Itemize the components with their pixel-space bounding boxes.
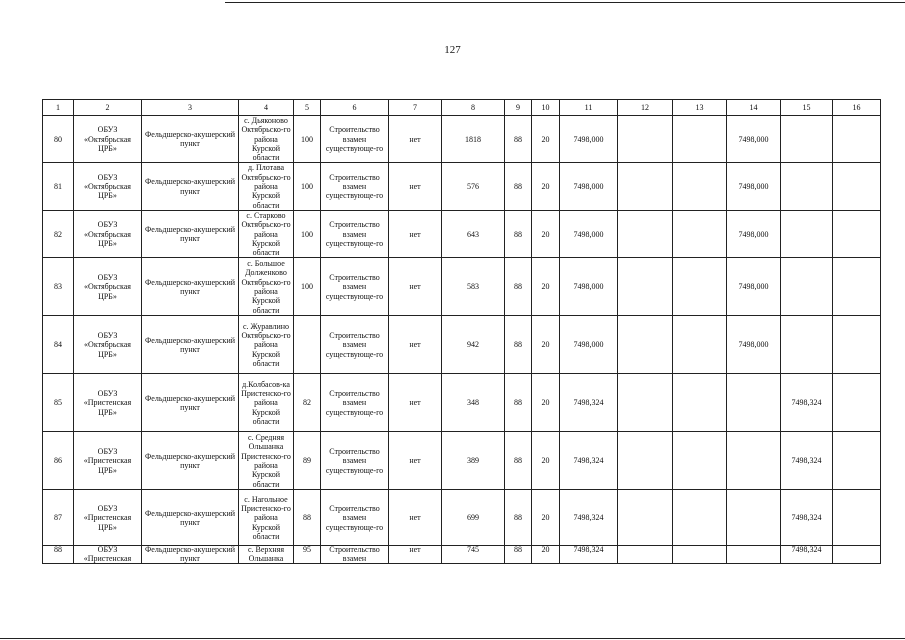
row-number: 81 xyxy=(43,163,74,210)
col12-cell xyxy=(618,432,673,490)
col10-cell: 20 xyxy=(532,374,560,432)
col14-cell xyxy=(727,546,781,564)
col12-cell xyxy=(618,210,673,257)
page-number: 127 xyxy=(444,44,461,56)
col9-cell: 88 xyxy=(505,490,532,546)
location-cell: д.Колбасов-ка Пристенско-го района Курской области xyxy=(239,374,294,432)
row-number: 83 xyxy=(43,258,74,316)
header-cell: 10 xyxy=(532,100,560,116)
col9-cell: 88 xyxy=(505,546,532,564)
col8-cell: 576 xyxy=(442,163,505,210)
location-cell: с. Старково Октябрьско-го района Курской области xyxy=(239,210,294,257)
table-row xyxy=(43,546,881,564)
top-border-line xyxy=(225,2,905,3)
col13-cell xyxy=(673,546,727,564)
col7-cell: нет xyxy=(389,490,442,546)
row-number: 85 xyxy=(43,374,74,432)
col13-cell xyxy=(673,316,727,374)
facility-type-cell: Фельдшерско-акушерский пункт xyxy=(142,432,239,490)
location-cell: с. Большое Долженково Октябрьско-го района Курской области xyxy=(239,258,294,316)
col8-cell: 348 xyxy=(442,374,505,432)
header-cell: 1 xyxy=(43,100,74,116)
col16-cell xyxy=(833,316,881,374)
header-cell: 13 xyxy=(673,100,727,116)
col8-cell: 699 xyxy=(442,490,505,546)
location-cell: с. Верхняя Ольшанка xyxy=(239,546,294,564)
institution-cell: ОБУЗ «Октябрьская ЦРБ» xyxy=(74,163,142,210)
facility-type-cell: Фельдшерско-акушерский пункт xyxy=(142,374,239,432)
col7-cell: нет xyxy=(389,432,442,490)
col13-cell xyxy=(673,490,727,546)
col10-cell: 20 xyxy=(532,432,560,490)
col15-cell xyxy=(781,116,833,163)
col15-cell xyxy=(781,258,833,316)
col7-cell: нет xyxy=(389,546,442,564)
institution-cell: ОБУЗ «Октябрьская ЦРБ» xyxy=(74,258,142,316)
col9-cell: 88 xyxy=(505,116,532,163)
col7-cell: нет xyxy=(389,258,442,316)
table-row xyxy=(43,210,881,257)
col16-cell xyxy=(833,210,881,257)
col11-cell: 7498,324 xyxy=(560,432,618,490)
col9-cell: 88 xyxy=(505,316,532,374)
col5-cell: 100 xyxy=(294,258,321,316)
col13-cell xyxy=(673,116,727,163)
col7-cell: нет xyxy=(389,316,442,374)
col9-cell: 88 xyxy=(505,258,532,316)
col16-cell xyxy=(833,116,881,163)
col15-cell xyxy=(781,163,833,210)
row-number: 82 xyxy=(43,210,74,257)
col5-cell xyxy=(294,316,321,374)
facility-type-cell: Фельдшерско-акушерский пункт xyxy=(142,316,239,374)
header-row xyxy=(43,100,881,116)
col14-cell: 7498,000 xyxy=(727,258,781,316)
col14-cell xyxy=(727,490,781,546)
col7-cell: нет xyxy=(389,116,442,163)
col16-cell xyxy=(833,546,881,564)
col14-cell: 7498,000 xyxy=(727,316,781,374)
work-type-cell: Строительство взамен существующе-го xyxy=(321,116,389,163)
bottom-border-line xyxy=(0,638,905,639)
col12-cell xyxy=(618,316,673,374)
institution-cell: ОБУЗ «Пристенская xyxy=(74,546,142,564)
col11-cell: 7498,324 xyxy=(560,490,618,546)
header-cell: 4 xyxy=(239,100,294,116)
col15-cell xyxy=(781,316,833,374)
header-cell: 2 xyxy=(74,100,142,116)
work-type-cell: Строительство взамен существующе-го xyxy=(321,258,389,316)
header-cell: 12 xyxy=(618,100,673,116)
header-cell: 9 xyxy=(505,100,532,116)
col12-cell xyxy=(618,490,673,546)
institution-cell: ОБУЗ «Пристенская ЦРБ» xyxy=(74,490,142,546)
location-cell: с. Дьяконово Октябрьско-го района Курской области xyxy=(239,116,294,163)
col14-cell xyxy=(727,432,781,490)
col8-cell: 389 xyxy=(442,432,505,490)
header-cell: 15 xyxy=(781,100,833,116)
col11-cell: 7498,000 xyxy=(560,163,618,210)
header-cell: 8 xyxy=(442,100,505,116)
table-row xyxy=(43,432,881,490)
col5-cell: 82 xyxy=(294,374,321,432)
col11-cell: 7498,000 xyxy=(560,258,618,316)
col8-cell: 583 xyxy=(442,258,505,316)
facility-type-cell: Фельдшерско-акушерский пункт xyxy=(142,163,239,210)
col8-cell: 942 xyxy=(442,316,505,374)
col11-cell: 7498,324 xyxy=(560,374,618,432)
col16-cell xyxy=(833,374,881,432)
col16-cell xyxy=(833,258,881,316)
col10-cell: 20 xyxy=(532,116,560,163)
col7-cell: нет xyxy=(389,210,442,257)
col5-cell: 100 xyxy=(294,116,321,163)
work-type-cell: Строительство взамен существующе-го xyxy=(321,210,389,257)
col11-cell: 7498,000 xyxy=(560,210,618,257)
work-type-cell: Строительство взамен существующе-го xyxy=(321,316,389,374)
row-number: 80 xyxy=(43,116,74,163)
col12-cell xyxy=(618,546,673,564)
col8-cell: 1818 xyxy=(442,116,505,163)
col7-cell: нет xyxy=(389,163,442,210)
col8-cell: 745 xyxy=(442,546,505,564)
col10-cell: 20 xyxy=(532,163,560,210)
work-type-cell: Строительство взамен xyxy=(321,546,389,564)
col12-cell xyxy=(618,116,673,163)
col5-cell: 89 xyxy=(294,432,321,490)
col10-cell: 20 xyxy=(532,316,560,374)
col11-cell: 7498,324 xyxy=(560,546,618,564)
work-type-cell: Строительство взамен существующе-го xyxy=(321,490,389,546)
col12-cell xyxy=(618,374,673,432)
table-row xyxy=(43,374,881,432)
header-cell: 3 xyxy=(142,100,239,116)
col11-cell: 7498,000 xyxy=(560,116,618,163)
col9-cell: 88 xyxy=(505,432,532,490)
row-number: 86 xyxy=(43,432,74,490)
col16-cell xyxy=(833,163,881,210)
col16-cell xyxy=(833,432,881,490)
col13-cell xyxy=(673,374,727,432)
col15-cell: 7498,324 xyxy=(781,546,833,564)
facility-type-cell: Фельдшерско-акушерский пункт xyxy=(142,546,239,564)
location-cell: с. Нагольное Пристенско-го района Курской области xyxy=(239,490,294,546)
col15-cell: 7498,324 xyxy=(781,490,833,546)
register-table xyxy=(42,99,881,564)
col12-cell xyxy=(618,258,673,316)
col9-cell: 88 xyxy=(505,210,532,257)
institution-cell: ОБУЗ «Октябрьская ЦРБ» xyxy=(74,316,142,374)
col7-cell: нет xyxy=(389,374,442,432)
col14-cell xyxy=(727,374,781,432)
institution-cell: ОБУЗ «Октябрьская ЦРБ» xyxy=(74,116,142,163)
header-cell: 7 xyxy=(389,100,442,116)
table-row xyxy=(43,116,881,163)
institution-cell: ОБУЗ «Пристенская ЦРБ» xyxy=(74,432,142,490)
facility-type-cell: Фельдшерско-акушерский пункт xyxy=(142,258,239,316)
header-cell: 16 xyxy=(833,100,881,116)
col14-cell: 7498,000 xyxy=(727,163,781,210)
col10-cell: 20 xyxy=(532,546,560,564)
location-cell: д. Плотава Октябрьско-го района Курской области xyxy=(239,163,294,210)
col10-cell: 20 xyxy=(532,210,560,257)
header-cell: 5 xyxy=(294,100,321,116)
institution-cell: ОБУЗ «Пристенская ЦРБ» xyxy=(74,374,142,432)
col9-cell: 88 xyxy=(505,163,532,210)
table-row xyxy=(43,163,881,210)
row-number: 84 xyxy=(43,316,74,374)
col15-cell: 7498,324 xyxy=(781,432,833,490)
table-row xyxy=(43,490,881,546)
col16-cell xyxy=(833,490,881,546)
col12-cell xyxy=(618,163,673,210)
col13-cell xyxy=(673,163,727,210)
col13-cell xyxy=(673,432,727,490)
col8-cell: 643 xyxy=(442,210,505,257)
col13-cell xyxy=(673,258,727,316)
facility-type-cell: Фельдшерско-акушерский пункт xyxy=(142,490,239,546)
col10-cell: 20 xyxy=(532,490,560,546)
location-cell: с. Журавлино Октябрьско-го района Курской области xyxy=(239,316,294,374)
col10-cell: 20 xyxy=(532,258,560,316)
work-type-cell: Строительство взамен существующе-го xyxy=(321,432,389,490)
col13-cell xyxy=(673,210,727,257)
work-type-cell: Строительство взамен существующе-го xyxy=(321,374,389,432)
col14-cell: 7498,000 xyxy=(727,210,781,257)
col5-cell: 95 xyxy=(294,546,321,564)
header-cell: 11 xyxy=(560,100,618,116)
col15-cell xyxy=(781,210,833,257)
work-type-cell: Строительство взамен существующе-го xyxy=(321,163,389,210)
col11-cell: 7498,000 xyxy=(560,316,618,374)
col5-cell: 100 xyxy=(294,210,321,257)
location-cell: с. Средняя Ольшанка Пристенско-го района Курской области xyxy=(239,432,294,490)
col15-cell: 7498,324 xyxy=(781,374,833,432)
col9-cell: 88 xyxy=(505,374,532,432)
row-number: 88 xyxy=(43,546,74,564)
facility-type-cell: Фельдшерско-акушерский пункт xyxy=(142,210,239,257)
row-number: 87 xyxy=(43,490,74,546)
col14-cell: 7498,000 xyxy=(727,116,781,163)
header-cell: 6 xyxy=(321,100,389,116)
table-row xyxy=(43,258,881,316)
header-cell: 14 xyxy=(727,100,781,116)
table-row xyxy=(43,316,881,374)
facility-type-cell: Фельдшерско-акушерский пункт xyxy=(142,116,239,163)
col5-cell: 100 xyxy=(294,163,321,210)
institution-cell: ОБУЗ «Октябрьская ЦРБ» xyxy=(74,210,142,257)
col5-cell: 88 xyxy=(294,490,321,546)
